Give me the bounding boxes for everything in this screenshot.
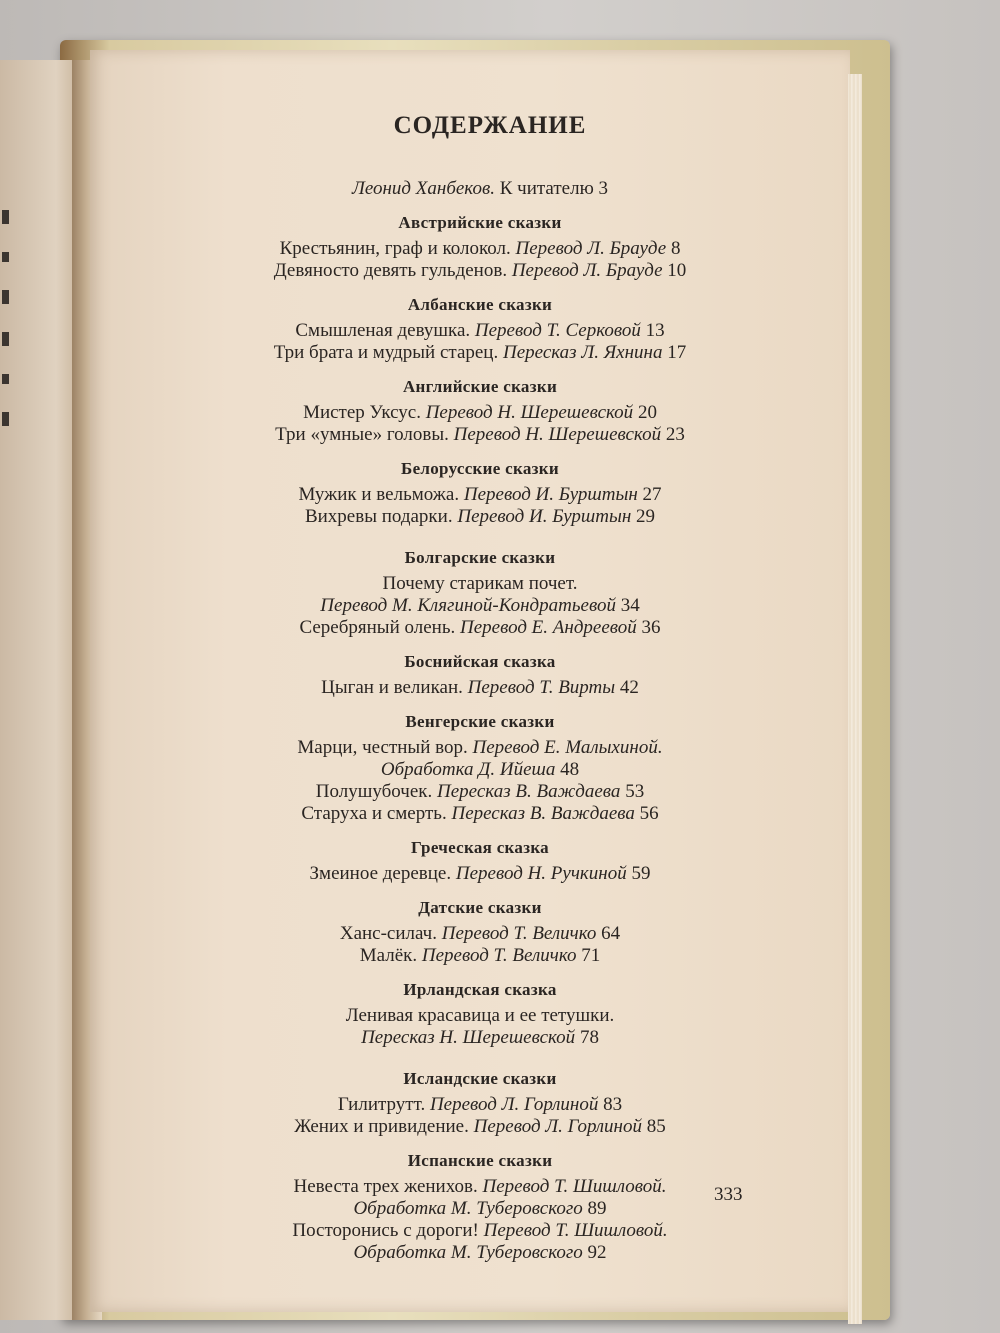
table-of-contents bbox=[130, 112, 830, 1277]
toc-entry bbox=[130, 1005, 830, 1027]
page-title: СОДЕРЖАНИЕ bbox=[393, 112, 587, 139]
entry-title: Жених и привидение. bbox=[294, 1116, 469, 1137]
entry-title: Крестьянин, граф и колокол. bbox=[279, 238, 511, 259]
entry-credit: Перевод Т. Шишловой. bbox=[482, 1176, 667, 1197]
left-page-text-fragments bbox=[2, 210, 12, 454]
entry-credit: Пересказ Л. Яхнина bbox=[502, 342, 663, 363]
entry-title: Мужик и вельможа. bbox=[298, 484, 460, 505]
entry-page: 59 bbox=[631, 863, 651, 884]
entry-page: 71 bbox=[581, 945, 601, 966]
entry-credit: Перевод Т. Величко bbox=[421, 945, 577, 966]
toc-entry bbox=[130, 260, 830, 282]
toc-section bbox=[130, 898, 830, 967]
entry-title: Мистер Уксус. bbox=[303, 402, 421, 423]
entry-credit: Перевод Н. Шерешевской bbox=[425, 402, 634, 423]
entry-page: 83 bbox=[603, 1094, 623, 1115]
entry-credit: Перевод М. Клягиной-Кондратьевой bbox=[320, 595, 616, 616]
page-edges bbox=[848, 74, 862, 1324]
entry-page: 8 bbox=[670, 238, 681, 259]
entry-credit: Перевод Л. Брауде bbox=[515, 238, 667, 259]
page-number: 333 bbox=[714, 1184, 743, 1205]
entry-page: 27 bbox=[642, 484, 662, 505]
entry-credit: Перевод Е. Андреевой bbox=[459, 617, 637, 638]
entry-page: 23 bbox=[665, 424, 685, 445]
toc-entry bbox=[130, 945, 830, 967]
entry-credit: Пересказ Н. Шерешевской bbox=[361, 1027, 576, 1048]
section-heading: Албанские сказки bbox=[407, 295, 553, 314]
entry-credit: Перевод Т. Величко bbox=[441, 923, 597, 944]
entry-title: Девяносто девять гульденов. bbox=[273, 260, 508, 281]
entry-page: 89 bbox=[587, 1198, 607, 1219]
toc-entry bbox=[130, 759, 830, 781]
toc-entry bbox=[130, 506, 830, 528]
entry-title: Ленивая красавица и ее тетушки. bbox=[345, 1005, 615, 1026]
entry-credit: Перевод Л. Горлиной bbox=[473, 1116, 642, 1137]
entry-title: Три «умные» головы. bbox=[275, 424, 449, 445]
entry-page: 78 bbox=[579, 1027, 599, 1048]
toc-entry bbox=[130, 402, 830, 424]
toc-entry bbox=[130, 1027, 830, 1049]
entry-credit: Перевод Л. Горлиной bbox=[429, 1094, 599, 1115]
toc-section bbox=[130, 459, 830, 528]
intro-author: Леонид Ханбеков. bbox=[351, 178, 495, 199]
toc-entry bbox=[130, 617, 830, 639]
toc-entry bbox=[130, 803, 830, 825]
toc-section bbox=[130, 1069, 830, 1138]
entry-page: 10 bbox=[667, 260, 687, 281]
entry-title: Цыган и великан. bbox=[321, 677, 463, 698]
toc-section bbox=[130, 838, 830, 885]
section-heading: Английские сказки bbox=[402, 377, 558, 396]
left-page bbox=[0, 60, 82, 1320]
section-heading: Испанские сказки bbox=[407, 1151, 553, 1170]
entry-page: 36 bbox=[641, 617, 661, 638]
toc-entry bbox=[130, 1116, 830, 1138]
section-heading: Белорусские сказки bbox=[401, 459, 559, 478]
entry-title: Посторонись с дороги! bbox=[292, 1220, 479, 1241]
entry-page: 29 bbox=[636, 506, 656, 527]
toc-sections bbox=[130, 213, 830, 1264]
entry-credit: Обработка М. Туберовского bbox=[353, 1198, 583, 1219]
toc-entry bbox=[130, 863, 830, 885]
section-heading: Австрийские сказки bbox=[398, 213, 562, 232]
toc-entry bbox=[130, 677, 830, 699]
entry-title: Ханс-силач. bbox=[339, 923, 437, 944]
section-heading: Исландские сказки bbox=[403, 1069, 557, 1088]
section-heading: Греческая сказка bbox=[411, 838, 549, 857]
toc-section bbox=[130, 980, 830, 1049]
toc-section bbox=[130, 377, 830, 446]
entry-title: Старуха и смерть. bbox=[301, 803, 447, 824]
entry-credit: Перевод Л. Брауде bbox=[511, 260, 663, 281]
entry-credit: Пересказ В. Важдаева bbox=[451, 803, 635, 824]
entry-title: Полушубочек. bbox=[315, 781, 433, 802]
entry-page: 53 bbox=[625, 781, 645, 802]
entry-page: 48 bbox=[560, 759, 580, 780]
toc-entry bbox=[130, 923, 830, 945]
entry-page: 13 bbox=[645, 320, 665, 341]
toc-entry bbox=[130, 1242, 830, 1264]
toc-entry bbox=[130, 573, 830, 595]
entry-credit: Обработка М. Туберовского bbox=[353, 1242, 583, 1263]
entry-credit: Перевод И. Бурштын bbox=[457, 506, 632, 527]
toc-entry bbox=[130, 595, 830, 617]
entry-title: Почему старикам почет. bbox=[382, 573, 578, 594]
section-heading: Венгерские сказки bbox=[405, 712, 555, 731]
entry-title: Невеста трех женихов. bbox=[293, 1176, 478, 1197]
entry-credit: Перевод И. Бурштын bbox=[463, 484, 638, 505]
entry-credit: Перевод Т. Вирты bbox=[467, 677, 616, 698]
entry-credit: Перевод Н. Шерешевской bbox=[453, 424, 662, 445]
toc-entry bbox=[130, 1220, 830, 1242]
section-heading: Датские сказки bbox=[418, 898, 542, 917]
entry-page: 85 bbox=[646, 1116, 666, 1137]
toc-entry bbox=[130, 1094, 830, 1116]
intro-text: К читателю 3 bbox=[499, 178, 609, 199]
entry-title: Вихревы подарки. bbox=[304, 506, 453, 527]
entry-credit: Перевод Е. Малыхиной. bbox=[472, 737, 663, 758]
entry-title: Смышленая девушка. bbox=[295, 320, 471, 341]
entry-title: Малёк. bbox=[359, 945, 418, 966]
toc-entry bbox=[130, 424, 830, 446]
section-heading: Болгарские сказки bbox=[404, 548, 556, 567]
entry-page: 64 bbox=[601, 923, 621, 944]
entry-page: 56 bbox=[639, 803, 659, 824]
entry-page: 92 bbox=[587, 1242, 607, 1263]
entry-credit: Перевод Т. Шишловой. bbox=[483, 1220, 668, 1241]
entry-title: Гилитрутт. bbox=[337, 1094, 426, 1115]
toc-entry bbox=[130, 238, 830, 260]
toc-section bbox=[130, 712, 830, 825]
toc-section bbox=[130, 652, 830, 699]
entry-title: Змеиное деревце. bbox=[309, 863, 452, 884]
entry-title: Серебряный олень. bbox=[299, 617, 456, 638]
section-heading: Боснийская сказка bbox=[404, 652, 556, 671]
toc-entry bbox=[130, 484, 830, 506]
entry-title: Три брата и мудрый старец. bbox=[273, 342, 499, 363]
toc-entry bbox=[130, 737, 830, 759]
toc-entry bbox=[130, 342, 830, 364]
toc-section bbox=[130, 1151, 830, 1264]
intro-entry bbox=[130, 178, 830, 200]
entry-credit: Обработка Д. Ийеша bbox=[380, 759, 556, 780]
entry-page: 42 bbox=[619, 677, 639, 698]
entry-credit: Пересказ В. Важдаева bbox=[437, 781, 621, 802]
entry-page: 20 bbox=[637, 402, 657, 423]
section-heading: Ирландская сказка bbox=[403, 980, 557, 999]
entry-credit: Перевод Т. Серковой bbox=[474, 320, 641, 341]
entry-credit: Перевод Н. Ручкиной bbox=[455, 863, 627, 884]
toc-section bbox=[130, 213, 830, 282]
toc-entry bbox=[130, 320, 830, 342]
toc-section bbox=[130, 295, 830, 364]
entry-page: 34 bbox=[620, 595, 640, 616]
toc-entry bbox=[130, 781, 830, 803]
entry-title: Марци, честный вор. bbox=[297, 737, 468, 758]
entry-page: 17 bbox=[667, 342, 687, 363]
toc-section bbox=[130, 548, 830, 639]
